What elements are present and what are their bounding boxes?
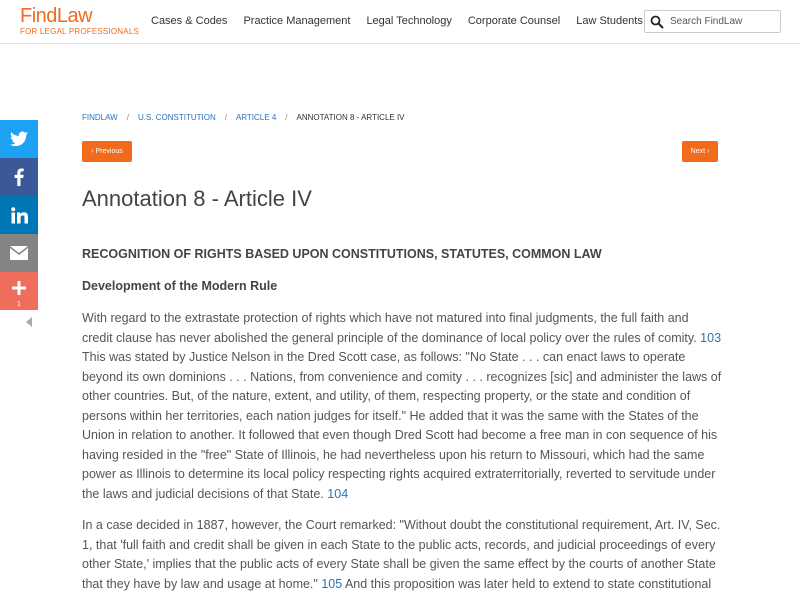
paragraph-text: In a case decided in 1887, however, the Court remarked: "Without doubt the constitutional requirement, Art. IV, Sec. 1, that 'full faith and credit shall be given in each State to the public acts, records, and judicial proceedings of every other State,' implies that the public acts of every State shall be given the same effect by the courts of another State that they have by law and usage at home." (82, 518, 721, 591)
facebook-icon (14, 168, 24, 186)
linkedin-icon (11, 207, 28, 224)
breadcrumb-us-constitution[interactable]: U.S. CONSTITUTION (137, 113, 216, 122)
previous-button[interactable]: ‹ Previous (82, 141, 132, 162)
breadcrumb-article-4[interactable]: ARTICLE 4 (235, 113, 277, 122)
breadcrumb-separator: / (126, 113, 129, 122)
search-input[interactable] (670, 16, 775, 27)
paragraph-text: This was stated by Justice Nelson in the Dred Scott case, as follows: "No State . . . can enact laws to operate beyond its own dominions . . . Nations, from convenience and comity . . . recognizes [sic] and administer the laws of other countries. But, of the nature, extent, and utility, of them, respecting property, or the state and condition of persons within her territories, each nation judges for itself." He added that it was the same with the States of the Union in relation to another. It followed that even though Dred Scott had become a free man in con sequence of his having resided in the "free" State of Illinois, he had nevertheless upon his return to Missouri, which had the same power as Illinois to determine its local policy respecting rights acquired extraterritorially, reverted to servitude under the laws and judicial decisions of that State. (82, 350, 722, 501)
breadcrumb-findlaw[interactable]: FINDLAW (82, 113, 118, 122)
nav-cases-codes[interactable]: Cases & Codes (151, 15, 228, 27)
share-twitter-button[interactable] (0, 120, 38, 158)
chevron-left-icon (26, 317, 32, 327)
paragraph-text: And this proposition was later held to extend to state constitutional (342, 576, 712, 591)
breadcrumb-separator: / (224, 113, 227, 122)
footnote-link-105[interactable]: 105 (321, 576, 343, 591)
paragraph-2 (82, 516, 722, 594)
share-email-button[interactable] (0, 234, 38, 272)
breadcrumb-current: ANNOTATION 8 - ARTICLE IV (296, 113, 405, 122)
nav-legal-technology[interactable]: Legal Technology (366, 15, 452, 27)
nav-practice-management[interactable]: Practice Management (243, 15, 351, 27)
share-more-button[interactable] (0, 272, 38, 310)
sub-heading: Development of the Modern Rule (82, 279, 278, 293)
paragraph-text: With regard to the extrastate protection of rights which have not matured into final judgments, the full faith and credit clause has never abolished the general principle of the dominance of local policy over the rules of comity. (82, 311, 701, 345)
breadcrumb (82, 113, 405, 122)
footnote-link-103[interactable]: 103 (700, 330, 722, 345)
nav-corporate-counsel[interactable]: Corporate Counsel (467, 15, 561, 27)
share-collapse-button[interactable] (26, 317, 32, 329)
email-icon (10, 246, 28, 260)
page-title: Annotation 8 - Article IV (82, 186, 312, 211)
main-nav (151, 15, 659, 27)
site-header (0, 0, 800, 44)
twitter-icon (10, 131, 28, 147)
paragraph-1 (82, 309, 722, 504)
logo-tagline: FOR LEGAL PROFESSIONALS (20, 27, 140, 36)
logo-wordmark: FindLaw (20, 5, 93, 27)
search-icon[interactable] (650, 15, 664, 29)
footnote-link-104[interactable]: 104 (327, 486, 349, 501)
next-button[interactable]: Next › (682, 141, 718, 162)
nav-law-students[interactable]: Law Students (576, 15, 643, 27)
share-facebook-button[interactable] (0, 158, 38, 196)
search-box (644, 10, 781, 33)
share-linkedin-button[interactable] (0, 196, 38, 234)
plus-icon (12, 281, 26, 295)
share-bar (0, 120, 38, 310)
share-count: 1 (17, 301, 21, 308)
breadcrumb-separator: / (285, 113, 288, 122)
section-heading: RECOGNITION OF RIGHTS BASED UPON CONSTITUTIONS, STATUTES, COMMON LAW (82, 247, 602, 261)
findlaw-logo[interactable] (20, 6, 139, 36)
